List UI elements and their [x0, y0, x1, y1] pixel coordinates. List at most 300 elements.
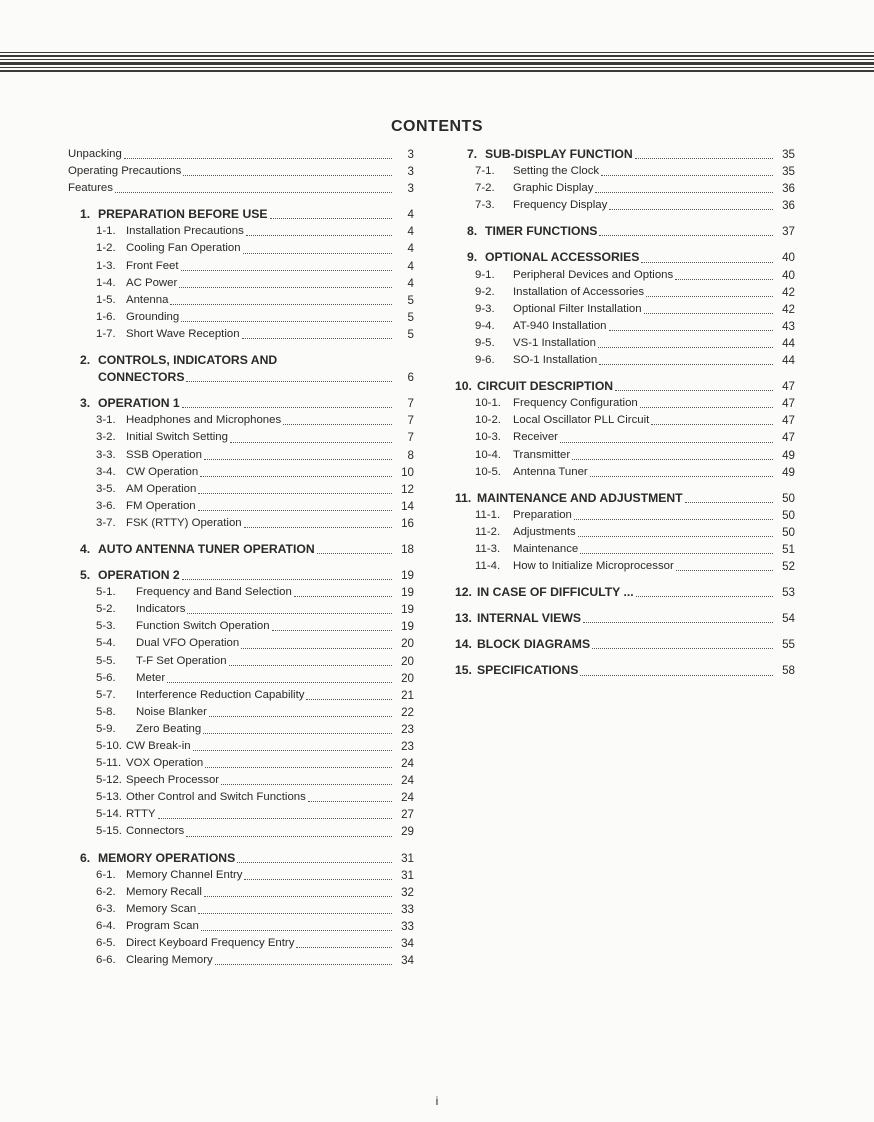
toc-subsection-entry[interactable]	[68, 412, 414, 429]
toc-entry-number: 5-13.	[96, 791, 122, 804]
toc-entry-number: 9-3.	[475, 302, 495, 315]
toc-entry-title: Maintenance	[513, 542, 579, 555]
toc-subsection-entry[interactable]	[455, 318, 795, 335]
dot-leader	[241, 637, 392, 649]
toc-entry-number: 5-8.	[96, 705, 116, 718]
dot-leader	[200, 465, 392, 477]
toc-entry-page: 47	[782, 397, 795, 411]
toc-entry-title: CIRCUIT DESCRIPTION	[477, 379, 614, 394]
toc-entry-title: Function Switch Operation	[136, 620, 270, 633]
toc-entry-title: Speech Processor	[126, 774, 220, 787]
toc-entry-title: AC Power	[126, 276, 178, 289]
toc-subsection-entry[interactable]	[68, 806, 414, 823]
section-gap	[455, 575, 795, 584]
toc-subsection-entry[interactable]	[455, 507, 795, 524]
toc-entry[interactable]	[68, 146, 414, 163]
toc-entry-number: 15.	[455, 663, 472, 678]
toc-entry-title: Receiver	[513, 431, 558, 444]
dot-leader	[580, 664, 773, 676]
dot-leader	[599, 353, 773, 365]
dot-leader	[560, 431, 773, 443]
toc-subsection-entry[interactable]	[68, 447, 414, 464]
toc-entry-number: 3.	[80, 396, 91, 411]
toc-entry-number: 6-4.	[96, 919, 116, 932]
toc-entry-title: OPERATION 1	[98, 396, 180, 411]
toc-subsection-entry[interactable]	[455, 284, 795, 301]
toc-entry-page: 3	[407, 182, 414, 196]
toc-subsection-entry[interactable]	[68, 275, 414, 292]
toc-entry-page: 33	[401, 902, 414, 916]
toc-entry-page: 16	[401, 516, 414, 530]
dot-leader	[167, 671, 392, 683]
toc-entry-page: 19	[401, 569, 414, 583]
toc-entry-page: 43	[782, 319, 795, 333]
toc-subsection-entry[interactable]	[68, 867, 414, 884]
toc-entry-title: Front Feet	[126, 259, 179, 272]
toc-subsection-entry[interactable]	[68, 309, 414, 326]
toc-entry-page: 53	[782, 586, 795, 600]
dot-leader	[572, 448, 773, 460]
dot-leader	[583, 611, 773, 623]
toc-entry-page: 40	[782, 268, 795, 282]
toc-entry-title: CW Operation	[126, 465, 199, 478]
toc-entry-page: 23	[401, 740, 414, 753]
dot-leader	[283, 413, 392, 425]
toc-entry-number: 5-9.	[96, 722, 116, 735]
dot-leader	[181, 310, 392, 322]
dot-leader	[205, 756, 392, 768]
toc-entry-number: 10-5.	[475, 465, 501, 478]
toc-entry-page: 10	[401, 465, 414, 479]
dot-leader	[204, 448, 392, 460]
dot-leader	[158, 807, 392, 819]
toc-subsection-entry[interactable]	[68, 738, 414, 755]
dot-leader	[201, 919, 392, 931]
toc-entry-number: 5.	[80, 568, 91, 583]
toc-entry-number: 7-3.	[475, 199, 495, 212]
toc-entry-number: 3-4.	[96, 465, 116, 478]
section-gap	[68, 841, 414, 850]
toc-entry-number: 4.	[80, 541, 91, 556]
toc-entry-title: INTERNAL VIEWS	[477, 611, 582, 626]
toc-entry-title: Optional Filter Installation	[513, 302, 642, 315]
toc-subsection-entry[interactable]	[68, 258, 414, 275]
toc-entry-page: 19	[401, 586, 414, 600]
toc-entry-title: Installation of Accessories	[513, 285, 645, 298]
toc-section-entry[interactable]	[455, 249, 795, 266]
toc-entry-page: 5	[407, 293, 414, 307]
toc-subsection-entry[interactable]	[68, 901, 414, 918]
toc-entry-number: 3-7.	[96, 516, 116, 529]
toc-subsection-entry[interactable]	[455, 352, 795, 369]
toc-section-entry[interactable]	[68, 567, 414, 584]
toc-entry-title: SPECIFICATIONS	[477, 663, 579, 678]
toc-section-entry[interactable]	[68, 850, 414, 867]
toc-entry-number: 9.	[467, 250, 478, 265]
toc-entry-page: 36	[782, 199, 795, 213]
toc-entry-title: SSB Operation	[126, 448, 202, 461]
section-gap	[455, 627, 795, 636]
toc-entry-page: 6	[407, 371, 414, 385]
toc-subsection-entry[interactable]	[455, 524, 795, 541]
toc-entry-title: Antenna Tuner	[513, 465, 588, 478]
dot-leader	[675, 268, 773, 280]
toc-entry-number: 6-3.	[96, 902, 116, 915]
toc-entry-title: Short Wave Reception	[126, 327, 240, 340]
toc-entry-number: 11-3.	[475, 542, 501, 555]
toc-entry-title: CONTROLS, INDICATORS AND	[98, 353, 278, 368]
toc-entry-number: 5-11.	[96, 757, 122, 770]
toc-subsection-entry[interactable]	[68, 635, 414, 652]
toc-entry-title: Zero Beating	[136, 722, 202, 735]
toc-entry-page: 40	[782, 251, 795, 265]
toc-subsection-entry[interactable]	[455, 558, 795, 575]
toc-entry-number: 7.	[467, 147, 478, 161]
dot-leader	[306, 688, 392, 700]
toc-entry-number: 12.	[455, 585, 472, 600]
toc-entry-title: Memory Scan	[126, 902, 197, 915]
dot-leader	[187, 602, 392, 614]
toc-entry-number: 6-1.	[96, 868, 116, 881]
toc-entry-title: FSK (RTTY) Operation	[126, 516, 242, 529]
toc-entry-page: 44	[782, 336, 795, 350]
toc-entry-page: 14	[401, 499, 414, 513]
toc-subsection-entry[interactable]	[68, 721, 414, 738]
toc-entry-title: Clearing Memory	[126, 954, 213, 967]
toc-subsection-entry[interactable]	[68, 618, 414, 635]
dot-leader	[244, 516, 392, 528]
toc-subsection-entry[interactable]	[68, 935, 414, 952]
toc-entry-title: TIMER FUNCTIONS	[485, 224, 598, 239]
toc-subsection-entry[interactable]	[455, 163, 795, 180]
toc-subsection-entry[interactable]	[455, 335, 795, 352]
toc-subsection-entry[interactable]	[68, 498, 414, 515]
toc-entry-page: 52	[782, 560, 795, 574]
toc-subsection-entry[interactable]	[455, 464, 795, 481]
toc-entry-title: VS-1 Installation	[513, 336, 596, 349]
toc-entry-title: Headphones and Microphones	[126, 414, 282, 427]
toc-entry-page: 7	[407, 414, 414, 428]
page-number: i	[435, 1094, 439, 1108]
dot-leader	[685, 491, 773, 503]
toc-entry-number: 14.	[455, 637, 472, 652]
toc-entry-title: Adjustments	[513, 525, 576, 538]
toc-entry-title: Frequency Display	[513, 199, 608, 212]
toc-section-entry[interactable]	[455, 490, 795, 507]
toc-entry-page: 34	[401, 954, 414, 968]
toc-entry-number: 13.	[455, 611, 472, 626]
toc-entry-number: 10-2.	[475, 414, 501, 427]
toc-subsection-entry[interactable]	[68, 687, 414, 704]
toc-subsection-entry[interactable]	[68, 755, 414, 772]
toc-entry-number: 1-6.	[96, 310, 116, 323]
toc-entry-number: 5-7.	[96, 688, 116, 701]
toc-entry-number: 10.	[455, 379, 472, 394]
toc-subsection-entry[interactable]	[68, 223, 414, 240]
toc-subsection-entry[interactable]	[68, 653, 414, 670]
dot-leader	[317, 542, 392, 554]
toc-entry-title: Cooling Fan Operation	[126, 242, 241, 255]
dot-leader	[640, 396, 773, 408]
toc-entry-page: 47	[782, 380, 795, 394]
dot-leader	[641, 251, 773, 263]
dot-leader	[590, 465, 773, 477]
toc-entry-page: 55	[782, 638, 795, 652]
toc-entry-number: 7-1.	[475, 165, 495, 178]
toc-entry-title: Antenna	[126, 293, 169, 306]
page-title: CONTENTS	[391, 118, 483, 135]
toc-entry-title: VOX Operation	[126, 757, 204, 770]
toc-entry-title: Peripheral Devices and Options	[513, 268, 674, 281]
toc-entry-page: 4	[407, 225, 414, 239]
dot-leader	[580, 542, 773, 554]
toc-entry-page: 24	[401, 791, 414, 805]
toc-entry-page: 27	[401, 808, 414, 822]
toc-entry-number: 1-7.	[96, 327, 116, 340]
toc-entry-title: Transmitter	[513, 448, 571, 461]
dot-leader	[578, 525, 773, 537]
toc-entry-title: CONNECTORS	[98, 370, 185, 385]
toc-entry-title: Memory Recall	[126, 885, 202, 898]
toc-subsection-entry[interactable]	[68, 670, 414, 687]
dot-leader	[186, 825, 392, 837]
toc-entry-page: 8	[407, 448, 414, 462]
toc-entry-title: Graphic Display	[513, 182, 594, 195]
toc-entry-title: Other Control and Switch Functions	[126, 791, 306, 804]
toc-entry-number: 11.	[455, 490, 472, 505]
toc-entry-number: 1-4.	[96, 276, 116, 289]
dot-leader	[574, 508, 773, 520]
toc-subsection-entry[interactable]	[68, 464, 414, 481]
dot-leader	[179, 276, 392, 288]
toc-entry-page: 54	[782, 612, 795, 626]
toc-entry-page: 49	[782, 448, 795, 462]
toc-entry-page: 21	[401, 688, 414, 702]
toc-subsection-entry[interactable]	[68, 952, 414, 969]
dot-leader	[124, 147, 392, 159]
toc-section-entry[interactable]	[68, 541, 414, 558]
toc-subsection-entry[interactable]	[68, 789, 414, 806]
toc-entry-number: 9-1.	[475, 268, 495, 281]
toc-entry-page: 47	[782, 414, 795, 428]
dot-leader	[635, 147, 773, 159]
toc-entry-page: 4	[407, 208, 414, 222]
toc-entry-page: 44	[782, 354, 795, 368]
dot-leader	[186, 370, 392, 382]
section-gap	[68, 558, 414, 567]
toc-subsection-entry[interactable]	[68, 601, 414, 618]
toc-section-entry[interactable]	[455, 223, 795, 240]
toc-entry-number: 2.	[80, 353, 91, 368]
toc-entry-number: 1.	[80, 207, 91, 222]
toc-subsection-entry[interactable]	[455, 541, 795, 558]
dot-leader	[230, 431, 392, 443]
toc-section-entry[interactable]	[68, 369, 414, 386]
toc-entry-title: Connectors	[126, 825, 185, 838]
toc-subsection-entry[interactable]	[68, 326, 414, 343]
toc-entry-number: 5-10.	[96, 740, 122, 752]
toc-entry-title: Frequency Configuration	[513, 397, 638, 410]
toc-entry-number: 10-4.	[475, 448, 501, 461]
toc-entry-page: 42	[782, 285, 795, 299]
section-gap	[68, 532, 414, 541]
toc-entry-number: 5-4.	[96, 637, 116, 650]
dot-leader	[182, 396, 392, 408]
toc-entry-number: 9-5.	[475, 336, 495, 349]
toc-entry-number: 11-4.	[475, 560, 501, 573]
toc-subsection-entry[interactable]	[68, 772, 414, 789]
dot-leader	[609, 198, 773, 210]
toc-subsection-entry[interactable]	[68, 823, 414, 840]
dot-leader	[270, 207, 392, 219]
toc-entry-title: PREPARATION BEFORE USE	[98, 207, 268, 222]
toc-entry-title: AT-940 Installation	[513, 319, 607, 332]
toc-entry-page: 3	[407, 148, 414, 161]
toc-subsection-entry[interactable]	[68, 240, 414, 257]
dot-leader	[181, 259, 392, 271]
toc-entry-page: 22	[401, 705, 414, 719]
toc-entry-title: SO-1 Installation	[513, 354, 598, 367]
toc-entry-title: Operating Precautions	[68, 165, 182, 178]
dot-leader	[296, 936, 392, 948]
toc-entry-number: 9-6.	[475, 354, 495, 367]
toc-entry-page: 18	[401, 542, 414, 556]
toc-entry-title: Unpacking	[68, 148, 122, 160]
toc-entry-title: Local Oscillator PLL Circuit	[513, 414, 650, 427]
dot-leader	[243, 242, 392, 254]
toc-subsection-entry[interactable]	[455, 197, 795, 214]
toc-entry-number: 3-6.	[96, 499, 116, 512]
toc-subsection-entry[interactable]	[68, 918, 414, 935]
toc-entry-number: 5-3.	[96, 620, 116, 633]
toc-entry-page: 7	[407, 431, 414, 445]
dot-leader	[115, 181, 392, 193]
toc-entry-number: 1-1.	[96, 225, 116, 238]
toc-entry-title: SUB-DISPLAY FUNCTION	[485, 147, 633, 161]
dot-leader	[676, 559, 773, 571]
toc-section-entry[interactable]	[455, 146, 795, 163]
toc-entry-title: Program Scan	[126, 919, 199, 932]
toc-entry-title: AUTO ANTENNA TUNER OPERATION	[98, 541, 315, 556]
toc-entry-page: 33	[401, 919, 414, 933]
toc-subsection-entry[interactable]	[455, 429, 795, 446]
toc-entry[interactable]	[68, 180, 414, 197]
toc-entry-number: 5-6.	[96, 671, 116, 684]
dot-leader	[294, 585, 392, 597]
section-gap	[455, 481, 795, 490]
toc-entry-page: 36	[782, 182, 795, 196]
toc-subsection-entry[interactable]	[68, 481, 414, 498]
toc-entry-number: 9-4.	[475, 319, 495, 332]
toc-entry-page: 4	[407, 259, 414, 273]
toc-section-entry[interactable]	[455, 378, 795, 395]
toc-entry-page: 29	[401, 825, 414, 839]
toc-entry-page: 35	[782, 165, 795, 179]
section-gap	[455, 653, 795, 662]
toc-entry-page: 35	[782, 148, 795, 161]
dot-leader	[209, 705, 392, 717]
toc-entry-number: 3-2.	[96, 431, 116, 444]
toc-section-entry[interactable]	[455, 636, 795, 653]
toc-entry-number: 3-5.	[96, 482, 116, 495]
toc-subsection-entry[interactable]	[455, 267, 795, 284]
toc-entry-number: 1-5.	[96, 293, 116, 306]
section-gap	[455, 601, 795, 610]
toc-entry-title: OPTIONAL ACCESSORIES	[485, 250, 640, 265]
toc-entry-number: 5-15.	[96, 825, 122, 838]
toc-entry-page: 4	[407, 276, 414, 290]
toc-entry-page: 20	[401, 637, 414, 651]
dot-leader	[170, 293, 392, 305]
toc-subsection-entry[interactable]	[455, 412, 795, 429]
toc-entry-number: 6-2.	[96, 885, 116, 898]
dot-leader	[182, 568, 392, 580]
toc-entry-title: AM Operation	[126, 482, 197, 495]
toc-entry-title: Noise Blanker	[136, 705, 207, 718]
toc-entry-number: 5-14.	[96, 808, 122, 821]
toc-section-entry[interactable]	[455, 584, 795, 601]
toc-entry-page: 4	[407, 242, 414, 256]
toc-subsection-entry[interactable]	[68, 292, 414, 309]
dot-leader	[215, 953, 392, 965]
toc-entry-page: 5	[407, 310, 414, 324]
toc-section-entry[interactable]	[455, 662, 795, 679]
toc-entry[interactable]	[68, 163, 414, 180]
toc-entry-page: 37	[782, 225, 795, 239]
toc-entry-page: 50	[782, 525, 795, 539]
toc-section-entry[interactable]	[455, 610, 795, 627]
toc-subsection-entry[interactable]	[68, 584, 414, 601]
toc-entry-page: 19	[401, 620, 414, 634]
toc-subsection-entry[interactable]	[68, 884, 414, 901]
toc-entry-title: Dual VFO Operation	[136, 637, 240, 650]
toc-entry-page: 34	[401, 937, 414, 951]
dot-leader	[615, 379, 773, 391]
toc-section-entry[interactable]	[68, 206, 414, 223]
toc-entry-page: 31	[401, 851, 414, 865]
section-gap	[68, 197, 414, 206]
toc-entry-number: 3-1.	[96, 414, 116, 427]
dot-leader	[237, 851, 392, 863]
toc-subsection-entry[interactable]	[455, 447, 795, 464]
section-gap	[455, 240, 795, 249]
toc-entry-number: 1-2.	[96, 242, 116, 255]
toc-entry-number: 11-1.	[475, 508, 501, 521]
toc-entry-title: Initial Switch Setting	[126, 431, 228, 444]
dot-leader	[599, 224, 773, 236]
toc-entry-number: 3-3.	[96, 448, 116, 461]
toc-entry-page: 24	[401, 757, 414, 771]
toc-subsection-entry[interactable]	[68, 429, 414, 446]
dot-leader	[272, 619, 392, 631]
dot-leader	[246, 224, 392, 236]
toc-section-entry[interactable]	[68, 352, 414, 369]
toc-entry-number: 10-3.	[475, 431, 501, 444]
toc-entry-title: BLOCK DIAGRAMS	[477, 637, 591, 652]
toc-section-entry[interactable]	[68, 395, 414, 412]
dot-leader	[308, 790, 392, 802]
toc-entry-page: 12	[401, 482, 414, 496]
toc-entry-title: Installation Precautions	[126, 225, 244, 238]
dot-leader	[198, 902, 392, 914]
toc-subsection-entry[interactable]	[455, 395, 795, 412]
dot-leader	[198, 499, 392, 511]
toc-subsection-entry[interactable]	[455, 301, 795, 318]
toc-entry-title: Meter	[136, 671, 166, 684]
toc-subsection-entry[interactable]	[68, 515, 414, 532]
toc-subsection-entry[interactable]	[68, 704, 414, 721]
toc-subsection-entry[interactable]	[455, 180, 795, 197]
